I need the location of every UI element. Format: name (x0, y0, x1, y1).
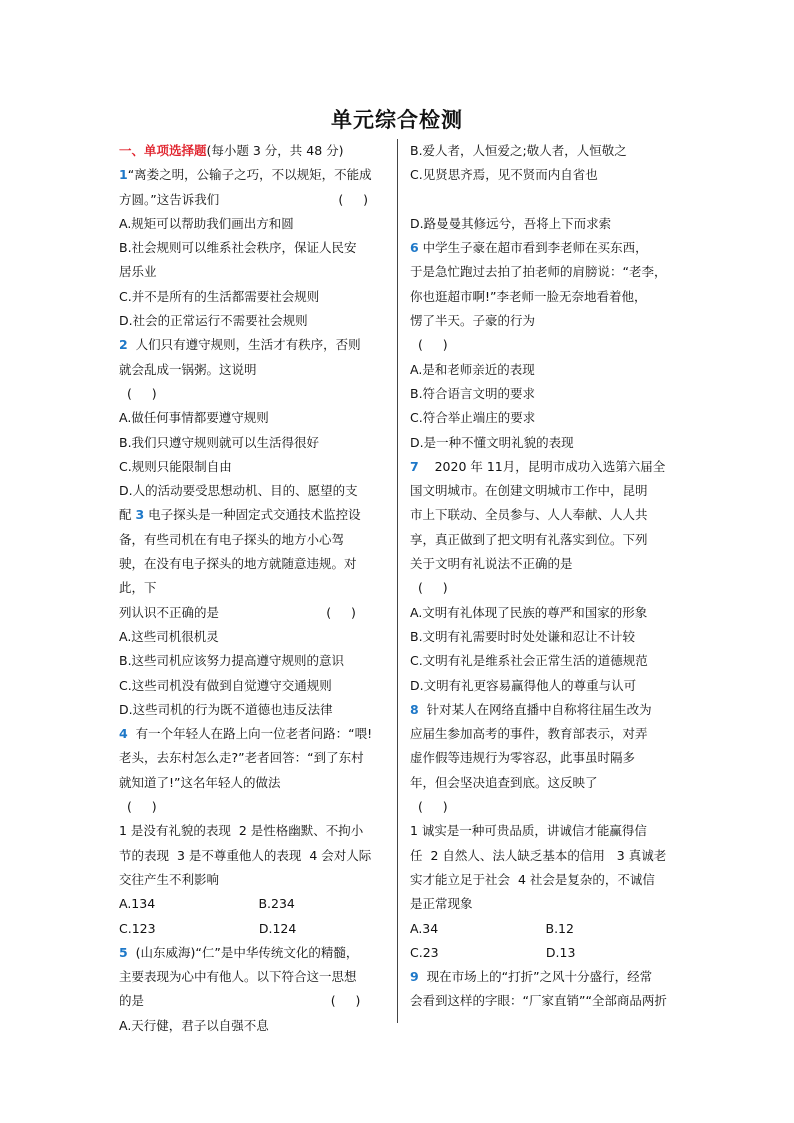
question-number: 4 (119, 726, 128, 742)
text-line (410, 285, 672, 309)
line-text: A.134 B.234 (119, 896, 295, 912)
text-line (119, 965, 381, 989)
right-column-body (410, 139, 672, 1014)
blank-line (410, 188, 672, 212)
line-text: B.爱人者，人恒爱之;敬人者，人恒敬之 (410, 143, 627, 158)
text-line (410, 358, 672, 382)
text-line (119, 795, 381, 819)
text-line (410, 333, 672, 357)
question-number: 6 (410, 240, 419, 256)
line-text: C.并不是所有的生活都需要社会规则 (119, 288, 320, 304)
right-column (410, 139, 672, 1014)
text-line (410, 576, 672, 600)
text-line (119, 333, 381, 357)
left-column (119, 139, 381, 1038)
line-text: B.文明有礼需要时时处处谦和忍让不计较 (410, 628, 636, 644)
line-text: D.是一种不懂文明礼貌的表现 (410, 434, 574, 450)
line-text: C.这些司机没有做到自觉遵守交通规则 (119, 677, 332, 693)
text-line (410, 649, 672, 673)
text-line (410, 795, 672, 819)
text-line (119, 236, 381, 260)
line-text: C.123 D.124 (119, 920, 297, 936)
text-line (119, 285, 381, 309)
column-divider (397, 139, 398, 1023)
line-text: D.社会的正常运行不需要社会规则 (119, 313, 308, 329)
line-text: 人们只有遵守规则，生活才有秩序，否则 (127, 337, 361, 353)
text-line (119, 503, 381, 527)
line-text: 针对某人在网络直播中自称将往届生改为 (418, 701, 652, 717)
line-text: C.规则只能限制自由 (119, 458, 232, 474)
line-text: 方圆。”这告诉我们 ( ) (119, 191, 369, 207)
line-text: 列认识不正确的是 ( ) (119, 604, 356, 620)
text-line (410, 309, 672, 333)
text-line (119, 698, 381, 722)
line-text: B.符合语言文明的要求 (410, 385, 536, 401)
text-line (119, 260, 381, 284)
line-text: A.规矩可以帮助我们画出方和圆 (119, 215, 294, 231)
text-line (410, 139, 672, 163)
text-line (119, 674, 381, 698)
line-text: ( ) (119, 385, 157, 401)
line-text: D.路曼曼其修远兮，吾将上下而求索 (410, 215, 612, 231)
text-line (119, 528, 381, 552)
line-text: 中学生子豪在超市看到李老师在买东西， (418, 240, 648, 256)
text-line (410, 819, 672, 843)
text-line (119, 431, 381, 455)
line-text: 虚作假等违规行为零容忍，此事虽时隔多 (410, 750, 636, 766)
line-text: 备，有些司机在有电子探头的地方小心驾 (119, 531, 345, 547)
line-text: 电子探头是一种固定式交通技术监控设 (144, 507, 361, 523)
section-note: (每小题 3 分，共 48 分) (206, 143, 344, 158)
line-text: A.34 B.12 (410, 920, 574, 936)
text-line (119, 479, 381, 503)
line-text: 年，但会坚决追查到底。这反映了 (410, 774, 598, 790)
text-line (119, 455, 381, 479)
line-text: 有一个年轻人在路上向一位老者问路：“喂! (127, 726, 373, 742)
question-number: 7 (410, 458, 419, 474)
text-line (119, 188, 381, 212)
line-text: ( ) (410, 580, 448, 596)
text-line (410, 917, 672, 941)
page-title: 单元综合检测 (331, 108, 463, 132)
line-text: 国文明城市。在创建文明城市工作中，昆明 (410, 483, 648, 499)
text-line (119, 771, 381, 795)
line-text: 就知道了!”这名年轻人的做法 (119, 774, 281, 790)
text-line (410, 406, 672, 430)
line-text: D.人的活动要受思想动机、目的、愿望的支 (119, 483, 358, 499)
text-line (119, 358, 381, 382)
text-line (410, 431, 672, 455)
line-text: ( ) (410, 337, 448, 353)
text-line (119, 406, 381, 430)
section-label: 一、单项选择题 (119, 143, 207, 158)
text-line (119, 576, 381, 600)
text-line (410, 212, 672, 236)
text-line (410, 552, 672, 576)
question-number: 5 (119, 944, 128, 960)
line-text: A.做任何事情都要遵守规则 (119, 410, 269, 426)
line-text: D.这些司机的行为既不道德也违反法律 (119, 701, 333, 717)
line-text: 交往产生不利影响 (119, 871, 220, 887)
line-text: 应届生参加高考的事件，教育部表示，对弄 (410, 726, 648, 742)
line-text: (山东威海)“仁”是中华传统文化的精髓， (127, 944, 359, 960)
line-text: 居乐业 (119, 264, 157, 280)
line-text: 1 是没有礼貌的表现 2 是性格幽默、不拘小 (119, 823, 364, 839)
line-text: 2020 年 11月，昆明市成功入选第六届全 (418, 458, 666, 474)
line-text: C.见贤思齐焉，见不贤而内自省也 (410, 167, 598, 183)
line-text: 是正常现象 (410, 896, 473, 912)
line-text: 驶，在没有电子探头的地方就随意违规。对 (119, 556, 357, 572)
line-text: 老头，去东村怎么走?”老者回答：“到了东村 (119, 750, 364, 766)
text-line (410, 528, 672, 552)
text-line (119, 649, 381, 673)
line-text: 现在市场上的“打折”之风十分盛行，经常 (418, 969, 653, 985)
text-line (119, 917, 381, 941)
line-text: 就会乱成一锅粥。这说明 (119, 361, 257, 377)
text-line (119, 309, 381, 333)
line-text: 于是急忙跑过去拍了拍老师的肩膀说：“老李， (410, 264, 667, 280)
line-text: D.文明有礼更容易赢得他人的尊重与认可 (410, 677, 637, 693)
text-line (410, 236, 672, 260)
text-line (119, 941, 381, 965)
text-line (119, 382, 381, 406)
line-text: 关于文明有礼说法不正确的是 (410, 556, 573, 572)
text-line (410, 722, 672, 746)
question-number: 2 (119, 337, 128, 353)
text-line (410, 868, 672, 892)
text-line (410, 989, 672, 1013)
line-text: 你也逛超市啊!”李老师一脸无奈地看着他， (410, 288, 647, 304)
text-line (119, 989, 381, 1013)
text-line (119, 819, 381, 843)
line-text: ( ) (410, 799, 448, 815)
line-text: 任 2 自然人、法人缺乏基本的信用 3 真诚老 (410, 847, 667, 863)
text-line (410, 844, 672, 868)
text-line (119, 1014, 381, 1038)
text-line (119, 722, 381, 746)
text-line (119, 625, 381, 649)
text-line (119, 163, 381, 187)
line-text: C.符合举止端庄的要求 (410, 410, 536, 426)
text-line (410, 674, 672, 698)
text-line (410, 941, 672, 965)
text-line (410, 965, 672, 989)
text-line (410, 455, 672, 479)
line-text: A.天行健，君子以自强不息 (119, 1017, 269, 1033)
line-text: C.文明有礼是维系社会正常生活的道德规范 (410, 653, 648, 669)
text-line (410, 260, 672, 284)
line-text: C.23 D.13 (410, 944, 576, 960)
text-line (119, 746, 381, 770)
line-prefix: 配 (119, 507, 136, 523)
line-text: 享，真正做到了把文明有礼落实到位。下列 (410, 531, 648, 547)
line-text: B.这些司机应该努力提高遵守规则的意识 (119, 653, 345, 669)
text-line (119, 892, 381, 916)
line-text: ( ) (119, 799, 157, 815)
text-line (119, 844, 381, 868)
text-line (410, 163, 672, 187)
line-text: B.我们只遵守规则就可以生活得很好 (119, 434, 320, 450)
line-text: A.是和老师亲近的表现 (410, 361, 535, 377)
line-text: 主要表现为心中有他人。以下符合这一思想 (119, 969, 357, 985)
text-line (410, 771, 672, 795)
text-line (119, 552, 381, 576)
text-line (119, 601, 381, 625)
text-line (119, 868, 381, 892)
question-number: 8 (410, 701, 419, 717)
line-text: 节的表现 3 是不尊重他人的表现 4 会对人际 (119, 847, 372, 863)
text-line (410, 698, 672, 722)
section-heading (119, 139, 381, 163)
line-text: 实才能立足于社会 4 社会是复杂的，不诚信 (410, 871, 655, 887)
text-line (410, 503, 672, 527)
text-line (119, 212, 381, 236)
question-number: 9 (410, 969, 419, 985)
text-line (410, 382, 672, 406)
line-text: B.社会规则可以维系社会秩序，保证人民安 (119, 240, 357, 256)
line-text: 此，下 (119, 580, 157, 596)
line-text: 会看到这样的字眼：“厂家直销”“全部商品两折 (410, 993, 667, 1009)
line-text: 愣了半天。子豪的行为 (410, 313, 536, 329)
text-line (410, 479, 672, 503)
question-number: 1 (119, 167, 128, 183)
text-line (410, 892, 672, 916)
text-line (410, 625, 672, 649)
left-column-body (119, 163, 381, 1038)
line-text: 1 诚实是一种可贵品质，讲诚信才能赢得信 (410, 823, 647, 839)
text-line (410, 746, 672, 770)
line-text: 的是 ( ) (119, 993, 361, 1009)
question-number: 3 (135, 507, 145, 523)
line-text: A.文明有礼体现了民族的尊严和国家的形象 (410, 604, 648, 620)
line-text: 市上下联动、全员参与、人人奉献、人人共 (410, 507, 648, 523)
line-text: A.这些司机很机灵 (119, 628, 219, 644)
text-line (410, 601, 672, 625)
line-text: “离娄之明，公输子之巧，不以规矩，不能成 (127, 167, 372, 183)
